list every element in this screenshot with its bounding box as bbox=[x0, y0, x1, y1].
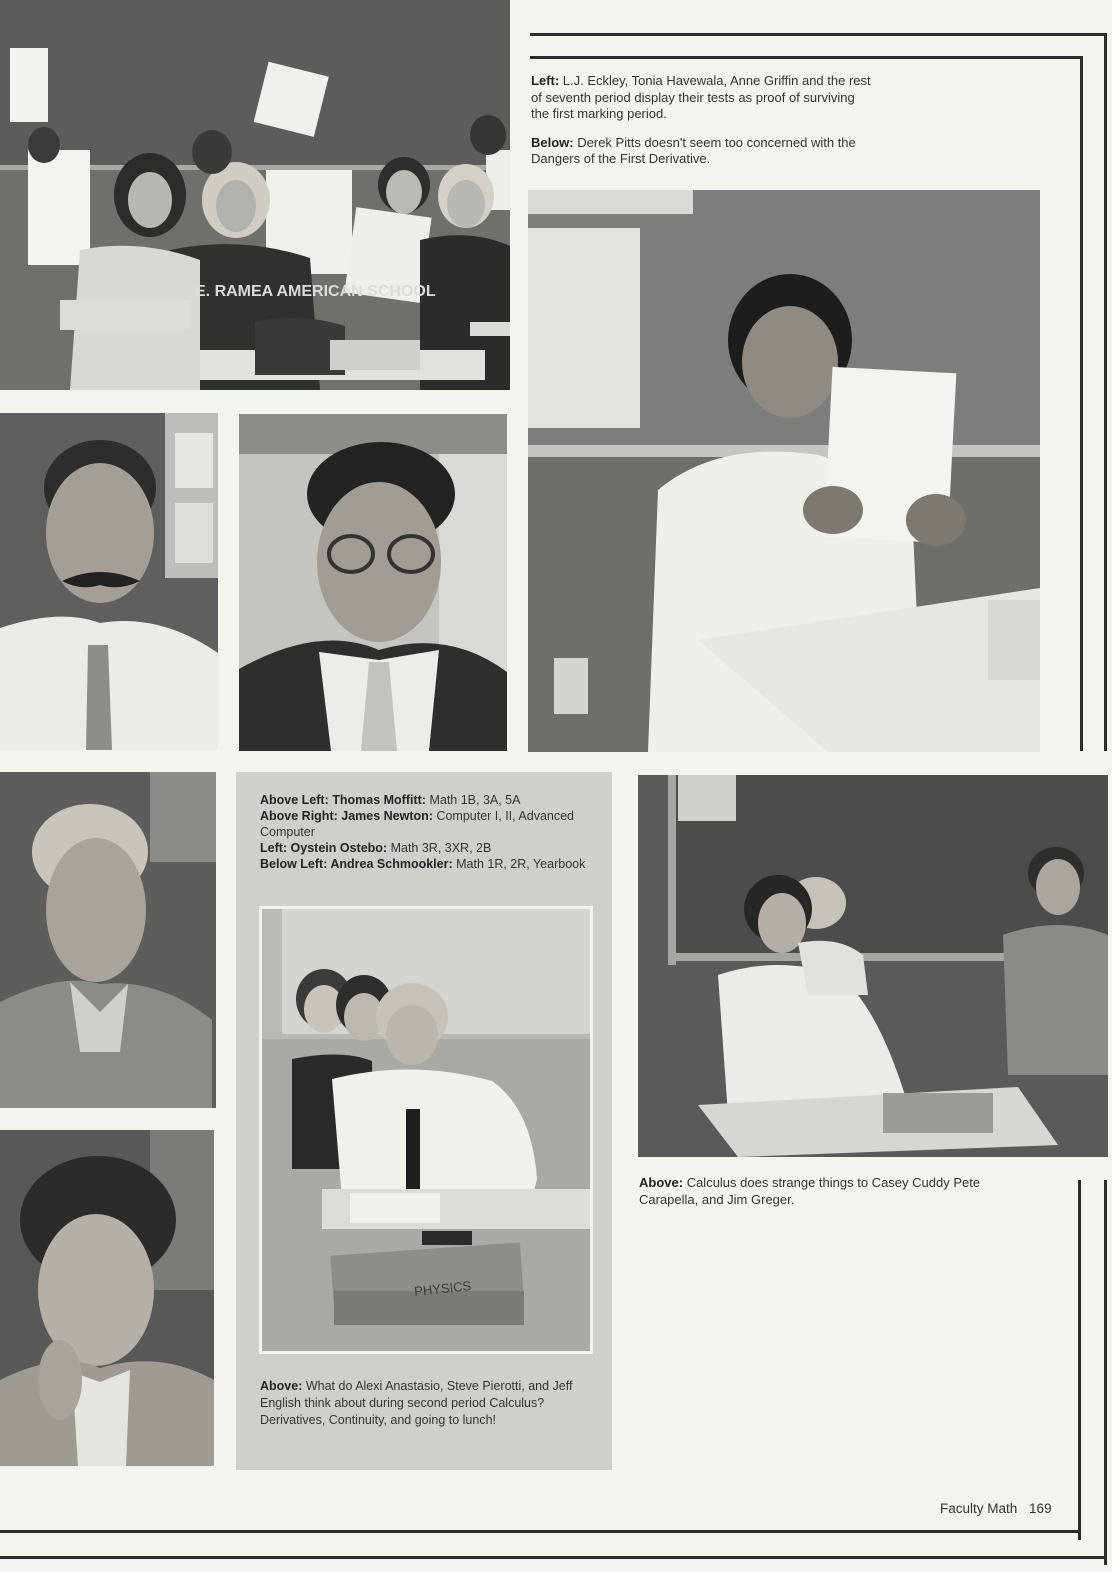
right-rule-outer bbox=[1104, 33, 1107, 751]
sweatshirt-text: E. RAMEA AMERICAN SCHOOL bbox=[195, 283, 436, 300]
photo-andrea-schmookler bbox=[0, 1130, 214, 1466]
photo-student-with-test bbox=[528, 190, 1040, 752]
photo-class-displaying-tests bbox=[0, 0, 510, 390]
faculty-list bbox=[260, 792, 596, 872]
photo-calculus-students bbox=[259, 906, 593, 1354]
faculty-name-schmookler: Below Left: Andrea Schmookler: bbox=[260, 857, 453, 871]
caption-right-bottom-text: Calculus does strange things to Casey Cuddy Pete Carapella, and Jim Greger. bbox=[639, 1175, 981, 1207]
caption-center-bottom-text: What do Alexi Anastasio, Steve Pierotti, and Jeff English think about during second period Calculus? Derivatives, Continuity, and going to lunch! bbox=[260, 1379, 573, 1427]
photo-oystein-ostebo bbox=[0, 772, 216, 1108]
faculty-entry-ostebo bbox=[260, 840, 596, 856]
right-rule-inner bbox=[1080, 56, 1083, 751]
caption-left-text: L.J. Eckley, Tonia Havewala, Anne Griffin and the rest of seventh period display their tests as proof of surviving the first marking period. bbox=[531, 73, 871, 121]
faculty-name-moffitt: Above Left: Thomas Moffitt: bbox=[260, 793, 426, 807]
caption-below-label: Below: bbox=[531, 134, 574, 150]
faculty-entry-moffitt bbox=[260, 792, 596, 808]
caption-right-bottom-label: Above: bbox=[639, 1175, 684, 1190]
faculty-classes-moffitt: Math 1B, 3A, 5A bbox=[429, 793, 521, 807]
faculty-classes-schmookler: Math 1R, 2R, Yearbook bbox=[456, 857, 586, 871]
faculty-name-ostebo: Left: Oystein Ostebo: bbox=[260, 841, 388, 855]
caption-top-right bbox=[531, 73, 871, 168]
caption-center-bottom-label: Above: bbox=[260, 1379, 303, 1393]
faculty-name-newton: Above Right: James Newton: bbox=[260, 809, 433, 823]
photo-james-newton bbox=[239, 414, 507, 751]
caption-left-label: Left: bbox=[531, 73, 560, 88]
right-rule-lower-inner bbox=[1078, 1180, 1081, 1540]
right-rule-lower-outer bbox=[1104, 1180, 1107, 1565]
bottom-rule-outer bbox=[0, 1556, 1107, 1559]
photo-calculus-boys bbox=[638, 775, 1108, 1157]
caption-below-paragraph bbox=[531, 135, 871, 168]
caption-left-paragraph bbox=[531, 73, 871, 123]
caption-right-bottom bbox=[639, 1175, 984, 1208]
bottom-rule-inner bbox=[0, 1530, 1081, 1533]
caption-center-bottom bbox=[260, 1378, 594, 1429]
page-footer bbox=[940, 1501, 1052, 1516]
caption-below-text: Derek Pitts doesn't seem too concerned with the Dangers of the First Derivative. bbox=[531, 134, 856, 166]
faculty-entry-schmookler bbox=[260, 856, 596, 872]
section-name: Faculty Math bbox=[940, 1501, 1018, 1516]
physics-book-text: PHYSICS bbox=[413, 1277, 472, 1299]
top-rule bbox=[530, 33, 1107, 36]
faculty-classes-ostebo: Math 3R, 3XR, 2B bbox=[390, 841, 492, 855]
photo-thomas-moffitt bbox=[0, 413, 218, 750]
page-number: 169 bbox=[1029, 1501, 1052, 1516]
faculty-entry-newton bbox=[260, 808, 596, 840]
faculty-classes-newton: Computer I, II, Advanced Computer bbox=[260, 809, 574, 839]
top-rule-inner bbox=[530, 56, 1083, 59]
